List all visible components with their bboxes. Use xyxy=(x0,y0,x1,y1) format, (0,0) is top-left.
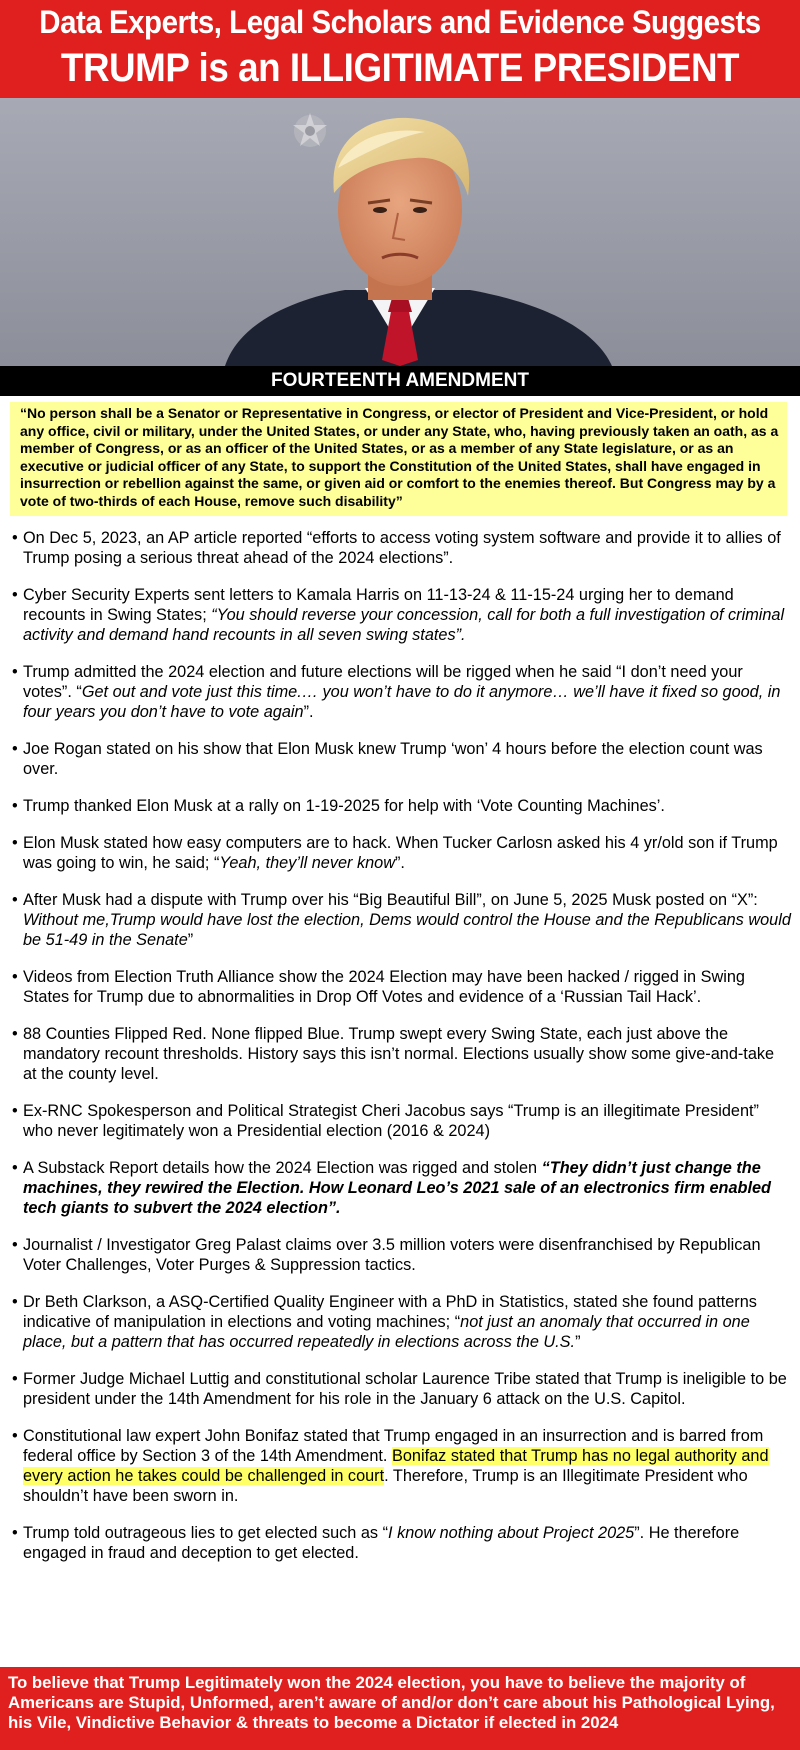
list-item: • Trump admitted the 2024 election and future elections will be rigged when he said “I don’t need your votes”. “Get out and vote just this time.… you won’t have to do it anymore… we’ll have it fixed so good, in four years you don’t have to vote again”. xyxy=(12,663,781,721)
list-item: • Former Judge Michael Luttig and constitutional scholar Laurence Tribe stated that Trump is ineligible to be president under the 14th Amendment for his role in the January 6 attack on the U.S. Capitol. xyxy=(12,1370,787,1408)
amendment-title: FOURTEENTH AMENDMENT xyxy=(0,366,800,396)
portrait-photo xyxy=(0,98,800,366)
amendment-quote: “No person shall be a Senator or Representative in Congress, or elector of President and Vice-President, or hold any office, civil or military, under the United States, or under any State, who, having previously taken an oath, as a member of Congress, or as an officer of the United States, or as a member of any State legislature, or as an executive or judicial officer of any State, to support the Constitution of the United States, shall have engaged in insurrection or rebellion against the same, or given aid or comfort to the enemies thereof. But Congress may by a vote of two-thirds of each House, remove such disability” xyxy=(10,402,787,516)
list-item: • On Dec 5, 2023, an AP article reported “efforts to access voting system software and provide it to allies of Trump posing a serious threat ahead of the 2024 elections”. xyxy=(12,529,781,567)
list-item: • 88 Counties Flipped Red. None flipped Blue. Trump swept every Swing State, each just above the mandatory recount thresholds. History says this isn’t normal. Elections usually show some give-and-take at the county level. xyxy=(12,1025,775,1083)
list-item: • Elon Musk stated how easy computers are to hack. When Tucker Carlosn asked his 4 yr/old son if Trump was going to win, he said; “Yeah, they’ll never know”. xyxy=(12,834,778,872)
list-item: • Constitutional law expert John Bonifaz stated that Trump engaged in an insurrection and is barred from federal office by Section 3 of the 14th Amendment. Bonifaz stated that Trump has no legal authority and every action he takes could be challenged in court. Therefore, Trump is an Illegitimate President who shouldn’t have been sworn in. xyxy=(12,1427,769,1505)
highlighted-text: Bonifaz stated that Trump has no legal authority and every action he takes could be challenged in court xyxy=(23,1447,769,1485)
headline-line-2: TRUMP is an ILLIGITIMATE PRESIDENT xyxy=(60,46,740,90)
evidence-list xyxy=(12,528,792,1580)
footer-banner: To believe that Trump Legitimately won the 2024 election, you have to believe the majority of Americans are Stupid, Unformed, aren’t aware of and/or don’t care about his Pathological Lying, his Vile, Vindictive Behavior & threats to become a Dictator if elected in 2024 xyxy=(0,1667,800,1750)
list-item: • Joe Rogan stated on his show that Elon Musk knew Trump ‘won’ 4 hours before the election count was over. xyxy=(12,740,763,778)
list-item: • Videos from Election Truth Alliance show the 2024 Election may have been hacked / rigged in Swing States for Trump due to abnormalities in Drop Off Votes and evidence of a ‘Russian Tail Hack’. xyxy=(12,968,745,1006)
list-item: • Cyber Security Experts sent letters to Kamala Harris on 11-13-24 & 11-15-24 urging her to demand recounts in Swing States; “You should reverse your concession, call for both a full investigation of criminal activity and demand hand recounts in all seven swing states”. xyxy=(12,586,785,644)
list-item: • Ex-RNC Spokesperson and Political Strategist Cheri Jacobus says “Trump is an illegitimate President” who never legitimately won a Presidential election (2016 & 2024) xyxy=(12,1102,759,1140)
list-item: • Trump told outrageous lies to get elected such as “I know nothing about Project 2025”. He therefore engaged in fraud and deception to get elected. xyxy=(12,1524,740,1562)
portrait-illustration xyxy=(0,98,800,366)
headline-banner xyxy=(0,0,800,98)
list-item: • After Musk had a dispute with Trump over his “Big Beautiful Bill”, on June 5, 2025 Musk posted on “X”: Without me,Trump would have lost the election, Dems would control the House and the Republicans would be 51-49 in the Senate” xyxy=(12,891,791,949)
list-item: • Trump thanked Elon Musk at a rally on 1-19-2025 for help with ‘Vote Counting Machines’. xyxy=(12,797,665,815)
list-item: • Journalist / Investigator Greg Palast claims over 3.5 million voters were disenfranchised by Republican Voter Challenges, Voter Purges & Suppression tactics. xyxy=(12,1236,761,1274)
list-item: • Dr Beth Clarkson, a ASQ-Certified Quality Engineer with a PhD in Statistics, stated she found patterns indicative of manipulation in elections and voting machines; “not just an anomaly that occurred in one place, but a pattern that has occurred repeatedly in elections across the U.S.” xyxy=(12,1293,757,1351)
headline-line-1: Data Experts, Legal Scholars and Evidence Suggests xyxy=(39,4,761,40)
list-item: • A Substack Report details how the 2024 Election was rigged and stolen “They didn’t just change the machines, they rewired the Election. How Leonard Leo’s 2021 sale of an electronics firm enabled tech giants to subvert the 2024 election”. xyxy=(12,1159,771,1217)
